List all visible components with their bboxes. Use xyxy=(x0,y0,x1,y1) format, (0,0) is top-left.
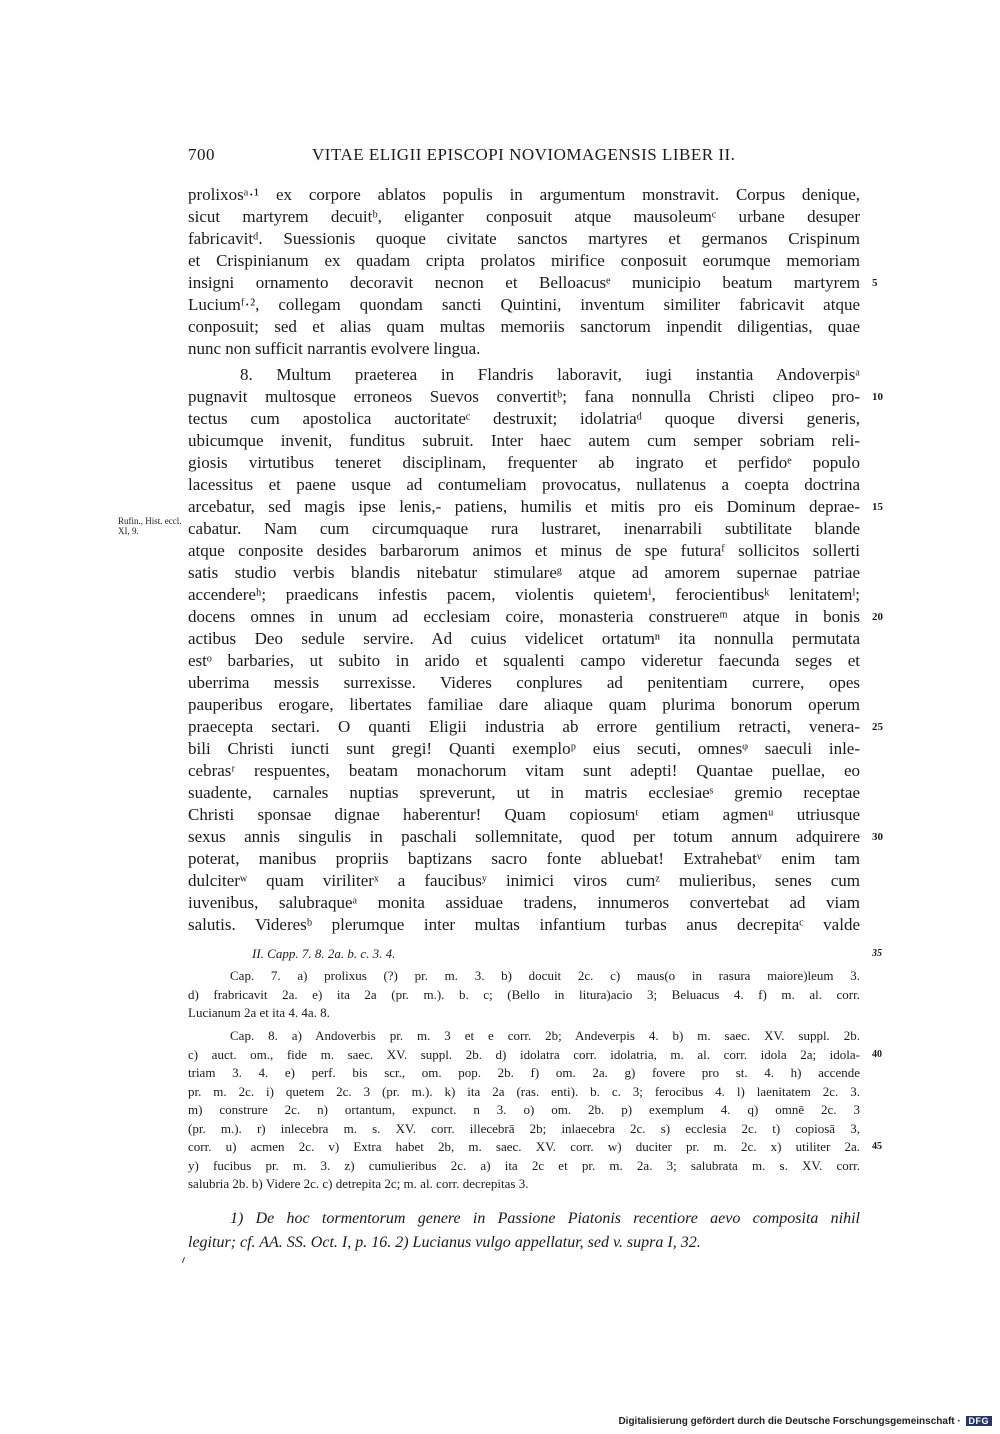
text-line: sexus annis singulis in paschali sollemnitate, quod per totum annum adquirere 30 xyxy=(188,827,883,846)
line-number: 40 xyxy=(872,1048,882,1060)
apparatus-line: (pr. m.). r) inlecebra m. s. XV. corr. illecebrā 2b; inlaecebra 2c. s) ecclesia 2c. t) copiosā 3, xyxy=(188,1120,860,1136)
line-number: 5 xyxy=(872,277,878,289)
line-number: 20 xyxy=(872,611,883,623)
text-line: Luciumᶠ·², collegam quondam sancti Quintini, inventum similiter fabricavit atque xyxy=(188,295,860,314)
margin-note: Rufin., Hist. eccl. XI, 9. xyxy=(118,516,182,536)
text-line: sicut martyrem decuitᵇ, eliganter conposuit atque mausoleumᶜ urbane desuper xyxy=(188,207,860,226)
apparatus-line: d) frabricavit 2a. e) ita 2a (pr. m.). b. c; (Bello in litura)acio 3; Beluacus 4. f) m. al. corr. xyxy=(188,986,860,1002)
apparatus-cap-7 xyxy=(188,967,860,1023)
apparatus-line: pr. m. 2c. i) quetem 2c. 3 (pr. m.). k) ita 2a (ras. enti). b. c. 3; ferocibus 4. l) laenitatem 2c. 3. xyxy=(188,1083,860,1099)
text-line: atque conposite desides barbarorum animos et minus de spe futuraᶠ sollicitos sollerti xyxy=(188,541,860,560)
apparatus-line: II. Capp. 7. 8. 2a. b. c. 3. 4. 35 xyxy=(252,946,882,961)
apparatus-line: triam 3. 4. e) perf. bis scr., om. pop. 2b. f) om. 2a. g) fovere pro st. 4. h) accende xyxy=(188,1065,860,1080)
apparatus-manuscripts xyxy=(188,945,882,964)
footnote-line: legitur; cf. AA. SS. Oct. I, p. 16. 2) Lucianus vulgo appellatur, sed v. supra I, 32. xyxy=(188,1234,701,1251)
footnotes xyxy=(188,1207,860,1255)
apparatus-line: c) auct. om., fide m. saec. XV. suppl. 2b. d) idolatra corr. idolatria, m. al. corr. idola 2a; idola- 40 xyxy=(188,1046,882,1062)
text-line: insigni ornamento decoravit necnon et Belloacusᵉ municipio beatum martyrem 5 xyxy=(188,273,878,292)
apparatus-line: salubria 2b. b) Videre 2c. c) detrepita 2c; m. al. corr. decrepitas 3. xyxy=(188,1176,529,1191)
line-number: 45 xyxy=(872,1141,882,1152)
main-text xyxy=(188,184,883,936)
text-line: suadente, carnales nuptias spreverunt, ut in matris ecclesiaeˢ gremio receptae xyxy=(188,783,860,802)
apparatus-cap-8 xyxy=(188,1027,882,1194)
text-line: accendereʰ; praedicans infestis pacem, violentis quietemⁱ, ferocientibusᵏ lenitatemˡ; xyxy=(188,585,860,604)
text-line: uberrima messis surrexisse. Videres conplures ad penitentiam currere, opes xyxy=(188,673,860,692)
apparatus-line: y) fucibus pr. m. 3. z) cumulieribus 2c. a) ita 2c et pr. m. 2a. 3; salubrata m. s. XV. corr. xyxy=(188,1157,860,1173)
text-line: satis studio verbis blandis nitebatur stimulareᵍ atque ad amorem supernae patriae xyxy=(188,563,860,582)
line-number: 35 xyxy=(872,948,882,959)
text-line: tectus cum apostolica auctoritateᶜ destruxit; idolatriaᵈ quoque diversi generis, xyxy=(188,409,860,428)
text-line: Christi sponsae dignae haberentur! Quam copiosumᵗ etiam agmenᵘ utriusque xyxy=(188,805,860,824)
text-line: docens omnes in unum ad ecclesiam coire, monasteria construereᵐ atque in bonis 20 xyxy=(188,607,883,626)
text-line: actibus Deo sedule servire. Ad cuius videlicet ortatumⁿ ita nonnulla permutata xyxy=(188,629,860,648)
text-line: iuvenibus, salubraqueᵃ monita assiduae tradens, innumeros convertebat ad viam xyxy=(188,893,860,912)
text-line: conposuit; sed et alias quam multas memoriis sanctorum inpendit diligentias, quae xyxy=(188,317,860,336)
text-line: giosis virtutibus teneret disciplinam, frequenter ab ingrato et perfidoᵉ populo xyxy=(188,453,860,472)
footnote-line: 1) De hoc tormentorum genere in Passione Piatonis recentiore aevo composita nihil xyxy=(230,1210,860,1227)
text-line: fabricavitᵈ. Suessionis quoque civitate sanctos martyres et germanos Crispinum xyxy=(188,229,860,248)
text-line: salutis. Videresᵇ plerumque inter multas infantium turbas anus decrepitaᶜ valde xyxy=(188,915,860,934)
line-number: 10 xyxy=(872,391,883,403)
apparatus-line: Cap. 8. a) Andoverbis pr. m. 3 et e corr. 2b; Andeverpis 4. b) m. saec. XV. suppl. 2b. xyxy=(230,1028,860,1043)
text-line: praecepta sectari. O quanti Eligii industria ab errore gentilium retracti, venera- 25 xyxy=(188,717,883,736)
text-line: cabatur. Nam cum circumquaque rura lustraret, inenarrabili subtilitate blande xyxy=(188,519,860,538)
line-number: 25 xyxy=(872,721,883,733)
text-line: cebrasʳ respuentes, beatam monachorum vitam sunt adepti! Quantae puellae, eo xyxy=(188,761,860,780)
text-line: 8. Multum praeterea in Flandris laboravit, iugi instantia Andoverpisᵃ xyxy=(240,365,860,384)
text-line: ubicumque invenit, funditus subruit. Inter haec autem cum semper sobriam reli- xyxy=(188,431,860,450)
line-number: 30 xyxy=(872,831,883,843)
text-line: dulciterʷ quam viriliterˣ a faucibusʸ inimici viros cumᶻ mulieribus, senes cum xyxy=(188,871,860,890)
text-line: et Crispinianum ex quadam cripta prolatos mirifice conposuit eorumque memoriam xyxy=(188,251,860,270)
text-line: pauperibus erogare, libertates familiae dare aliaque quam plurima bonorum operum xyxy=(188,695,860,714)
text-line: lacessitus et paene usque ad contumeliam provocatus, nullatenus a coepta doctrina xyxy=(188,475,860,494)
text-line: nunc non sufficit narrantis evolvere lingua. xyxy=(188,339,481,358)
text-line: bili Christi iuncti sunt gregi! Quanti exemploᵖ eius secuti, omnesᵠ saeculi inle- xyxy=(188,739,860,758)
text-line: pugnavit multosque erroneos Suevos convertitᵇ; fana nonnulla Christi clipeo pro- 10 xyxy=(188,387,883,406)
apparatus-line: Cap. 7. a) prolixus (?) pr. m. 3. b) docuit 2c. c) maus(o in rasura maiore)leum 3. xyxy=(230,968,860,983)
running-title: VITAE ELIGII EPISCOPI NOVIOMAGENSIS LIBER II. xyxy=(312,145,736,164)
apparatus-line: Lucianum 2a et ita 4. 4a. 8. xyxy=(188,1005,330,1020)
apparatus-line: m) construre 2c. n) ortantum, expunct. n 3. o) om. 2b. p) exemplum 4. q) omnē 2c. 3 xyxy=(188,1102,860,1117)
credit-text: Digitalisierung gefördert durch die Deutsche Forschungsgemeinschaft · xyxy=(618,1416,961,1427)
line-number: 15 xyxy=(872,501,883,513)
apparatus-line: corr. u) acmen 2c. v) Extra habet 2b, m. saec. XV. corr. w) duciter pr. m. 2c. x) utiliter 2a. 45 xyxy=(188,1139,882,1154)
text-line: prolixosᵃ·¹ ex corpore ablatos populis in argumentum monstravit. Corpus denique, xyxy=(188,185,860,204)
dfg-credit xyxy=(618,1416,992,1427)
text-line: poterat, manibus propriis baptizans sacro fonte abluebat! Extrahebatᵛ enim tam xyxy=(188,849,860,868)
page-number: 700 xyxy=(188,145,215,164)
ink-mark xyxy=(182,1257,185,1263)
dfg-logo: DFG xyxy=(966,1416,993,1426)
text-line: arcebatur, sed magis ipse lenis,- patiens, humilis et mitis pro eis Dominum deprae- 15 xyxy=(188,497,883,516)
text-line: estᵒ barbaries, ut subito in arido et squalenti campo videretur faecunda seges et xyxy=(188,651,860,670)
